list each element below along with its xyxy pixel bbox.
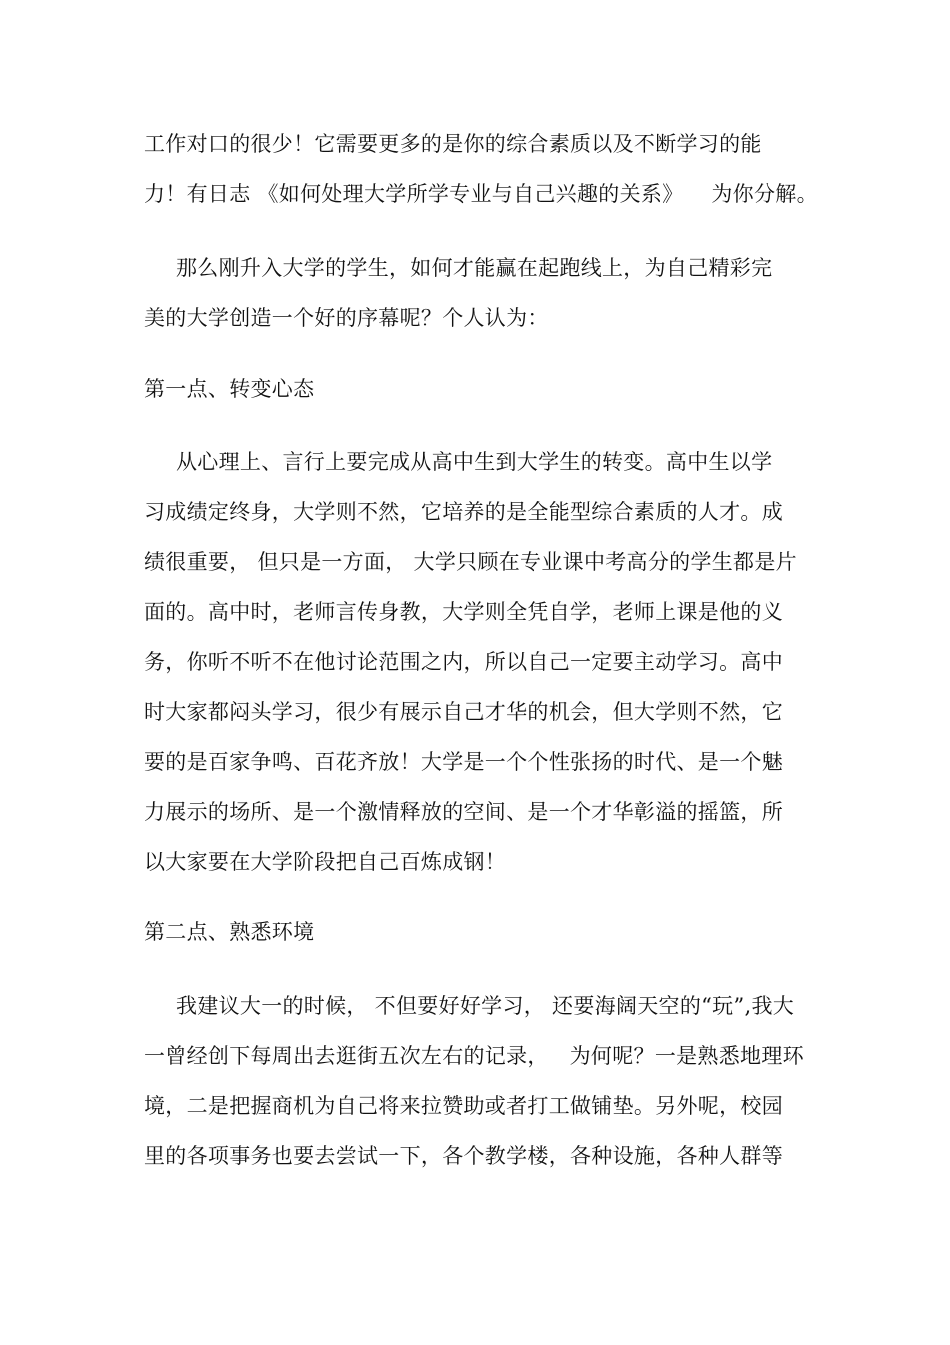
paragraph-line: 绩很重要， 但只是一方面， 大学只顾在专业课中考高分的学生都是片 [144, 550, 797, 574]
paragraph-line: 务，你听不听不在他讨论范围之内，所以自己一定要主动学习。高中 [144, 650, 783, 674]
paragraph-line: 习成绩定终身，大学则不然，它培养的是全能型综合素质的人才。成 [144, 500, 783, 524]
section-heading: 第二点、熟悉环境 [144, 920, 315, 944]
paragraph-line: 境，二是把握商机为自己将来拉赞助或者打工做铺垫。另外呢，校园 [144, 1094, 783, 1118]
paragraph-line: 时大家都闷头学习，很少有展示自己才华的机会，但大学则不然，它 [144, 700, 783, 724]
paragraph-line: 以大家要在大学阶段把自己百炼成钢！ [144, 850, 507, 874]
paragraph-line: 我建议大一的时候， 不但要好好学习， 还要海阔天空的“玩”,我大 [176, 994, 795, 1018]
paragraph-line: 那么刚升入大学的学生，如何才能赢在起跑线上，为自己精彩完 [176, 256, 773, 280]
paragraph-line: 力展示的场所、是一个激情释放的空间、是一个才华彰溢的摇篮，所 [144, 800, 783, 824]
paragraph-line: 从心理上、言行上要完成从高中生到大学生的转变。高中生以学 [176, 450, 773, 474]
paragraph-line: 要的是百家争鸣、百花齐放！大学是一个个性张扬的时代、是一个魅 [144, 750, 783, 774]
paragraph-line: 力！有日志 《如何处理大学所学专业与自己兴趣的关系》 为你分解。 [144, 182, 818, 206]
paragraph-line: 面的。高中时，老师言传身教，大学则全凭自学，老师上课是他的义 [144, 600, 783, 624]
section-heading: 第一点、转变心态 [144, 377, 315, 401]
paragraph-line: 里的各项事务也要去尝试一下，各个教学楼，各种设施，各种人群等 [144, 1144, 783, 1168]
paragraph-line: 美的大学创造一个好的序幕呢？个人认为： [144, 306, 549, 330]
paragraph-line: 工作对口的很少！它需要更多的是你的综合素质以及不断学习的能 [144, 132, 762, 156]
paragraph-line: 一曾经创下每周出去逛街五次左右的记录， 为何呢？一是熟悉地理环 [144, 1044, 804, 1068]
